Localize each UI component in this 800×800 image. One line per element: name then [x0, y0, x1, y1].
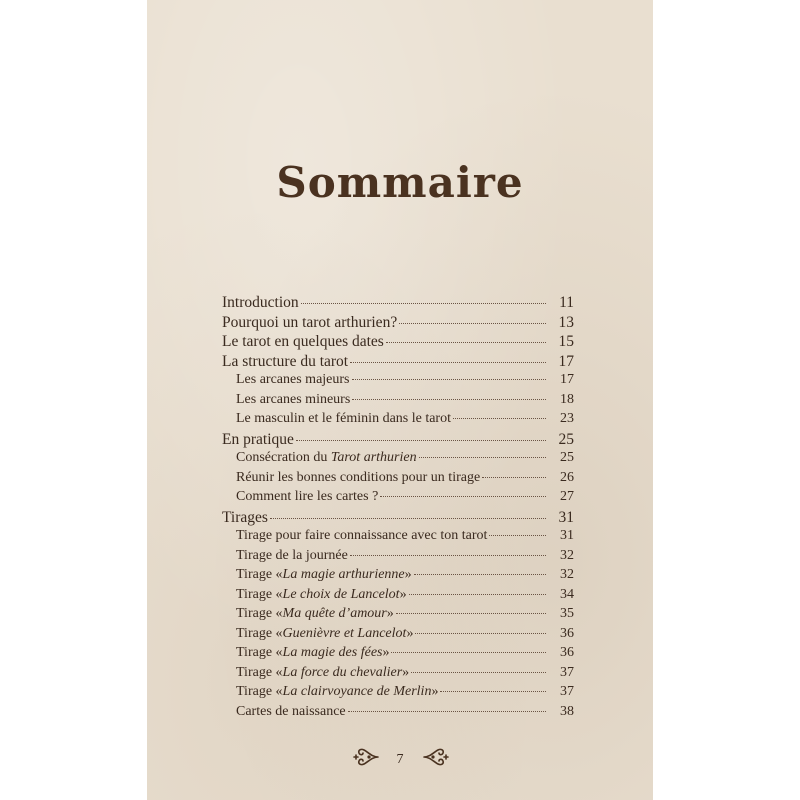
toc-entry: [222, 626, 574, 646]
toc-entry-label: [236, 684, 438, 700]
toc-entry-label-prefix: Tirage «: [236, 625, 283, 641]
toc-entry-label-italic: La clairvoyance de Merlin: [282, 684, 432, 699]
toc-entry-page-number: 27: [560, 489, 574, 504]
toc-entry: [222, 353, 574, 373]
toc-entry-label-suffix: »: [399, 586, 407, 602]
toc-entry: [222, 665, 574, 685]
toc-entry-page-number: 13: [558, 313, 574, 331]
dot-leader: [419, 456, 546, 458]
toc-entry-label-prefix: Tirage «: [236, 645, 283, 660]
toc-entry-page-number: 26: [560, 469, 574, 485]
dot-leader: [482, 476, 546, 478]
toc-entry-label-suffix: »: [406, 625, 414, 641]
toc-entry-label: [236, 567, 412, 583]
dot-leader: [453, 417, 546, 419]
toc-entry: [222, 528, 574, 548]
toc-entry-label-suffix: »: [386, 606, 394, 621]
toc-entry-label-italic: Guenièvre et Lancelot: [282, 625, 407, 641]
dot-leader: [411, 671, 546, 673]
dot-leader: [350, 554, 546, 556]
dot-leader: [440, 690, 546, 692]
toc-entry-page-number: 17: [560, 372, 574, 387]
toc-entry: [222, 294, 574, 314]
toc-entry-page-number: 34: [560, 586, 574, 602]
toc-entry: [222, 392, 574, 412]
toc-entry: [222, 489, 574, 509]
toc-entry-page-number: 25: [558, 430, 574, 448]
toc-entry-label: Tirage pour faire connaissance avec ton tarot: [236, 528, 488, 543]
toc-entry-label: [236, 645, 389, 661]
toc-entry-page-number: 38: [560, 703, 574, 719]
toc-entry-page-number: 36: [560, 625, 574, 641]
page-title: Sommaire: [276, 158, 524, 207]
book-page: [147, 0, 653, 800]
toc-entry-label: Les arcanes majeurs: [236, 372, 350, 387]
toc-entry-label-prefix: Tirage «: [236, 567, 283, 582]
toc-entry-label: [236, 450, 417, 466]
table-of-contents: [222, 294, 574, 723]
toc-entry-label: La structure du tarot: [222, 352, 349, 370]
toc-entry-label-italic: Ma quête d’amour: [282, 606, 387, 621]
toc-entry-page-number: 32: [560, 547, 574, 563]
toc-entry-page-number: 37: [560, 684, 574, 699]
dot-leader: [391, 651, 546, 653]
dot-leader: [301, 302, 546, 304]
toc-entry-label-suffix: »: [382, 645, 390, 660]
dot-leader: [350, 361, 546, 363]
dot-leader: [409, 593, 546, 595]
toc-entry-label: Tirages: [222, 508, 268, 526]
toc-entry: [222, 509, 574, 529]
page-number: 7: [396, 752, 404, 767]
fleuron-right-icon: [422, 746, 450, 768]
toc-entry-page-number: 23: [560, 411, 574, 426]
toc-entry-label-italic: Tarot arthurien: [330, 450, 417, 465]
toc-entry-label: Cartes de naissance: [236, 703, 346, 719]
toc-entry-label: En pratique: [222, 430, 294, 448]
toc-entry-label-suffix: »: [431, 684, 439, 699]
toc-entry: [222, 372, 574, 392]
dot-leader: [270, 517, 546, 519]
toc-entry-page-number: 15: [558, 333, 574, 350]
dot-leader: [489, 534, 546, 536]
dot-leader: [386, 341, 546, 343]
toc-entry-page-number: 31: [560, 528, 574, 543]
toc-entry-label: Le tarot en quelques dates: [222, 333, 384, 350]
toc-entry: [222, 606, 574, 626]
toc-entry-label: [236, 665, 409, 681]
toc-entry-page-number: 18: [560, 391, 574, 407]
toc-entry: [222, 450, 574, 470]
toc-entry-label: Introduction: [222, 294, 299, 311]
toc-entry-page-number: 11: [559, 294, 574, 311]
dot-leader: [352, 398, 546, 400]
toc-entry: [222, 314, 574, 334]
toc-entry-page-number: 32: [560, 567, 574, 582]
toc-entry: [222, 704, 574, 724]
toc-entry-label-italic: La force du chevalier: [282, 664, 403, 680]
toc-entry: [222, 470, 574, 490]
toc-entry-page-number: 36: [560, 645, 574, 660]
toc-entry-label: Pourquoi un tarot arthurien?: [222, 313, 398, 331]
toc-entry: [222, 684, 574, 704]
toc-entry: [222, 431, 574, 451]
toc-entry-label-italic: Le choix de Lancelot: [282, 586, 400, 602]
dot-leader: [380, 495, 546, 497]
dot-leader: [296, 439, 546, 441]
toc-entry-label: Le masculin et le féminin dans le tarot: [236, 411, 451, 426]
toc-entry-label-italic: La magie des fées: [282, 645, 383, 660]
toc-entry: [222, 333, 574, 353]
dot-leader: [396, 612, 546, 614]
toc-entry: [222, 567, 574, 587]
toc-entry-label: [236, 587, 407, 603]
toc-entry-label-prefix: Consécration du: [236, 450, 331, 465]
toc-entry: [222, 587, 574, 607]
dot-leader: [352, 378, 547, 380]
toc-entry-label-prefix: Tirage «: [236, 586, 283, 602]
toc-entry-label: [236, 626, 413, 642]
toc-entry-page-number: 25: [560, 450, 574, 465]
toc-entry-label-prefix: Tirage «: [236, 606, 283, 621]
toc-entry: [222, 548, 574, 568]
dot-leader: [399, 322, 546, 324]
toc-entry: [222, 411, 574, 431]
toc-entry-label: Comment lire les cartes ?: [236, 489, 379, 504]
toc-entry-page-number: 37: [560, 664, 574, 680]
toc-entry-page-number: 17: [558, 352, 574, 370]
toc-entry-label: [236, 606, 394, 622]
toc-entry-page-number: 35: [560, 606, 574, 621]
dot-leader: [415, 632, 546, 634]
toc-entry-label: Réunir les bonnes conditions pour un tirage: [236, 469, 481, 485]
toc-entry-page-number: 31: [558, 508, 574, 526]
toc-entry-label-suffix: »: [404, 567, 412, 582]
toc-entry-label-italic: La magie arthurienne: [282, 567, 405, 582]
dot-leader: [348, 710, 546, 712]
toc-entry-label-suffix: »: [402, 664, 410, 680]
toc-entry-label-prefix: Tirage «: [236, 664, 283, 680]
toc-entry-label-prefix: Tirage «: [236, 684, 283, 699]
dot-leader: [414, 573, 546, 575]
toc-entry-label: Les arcanes mineurs: [236, 391, 351, 407]
toc-entry-label: Tirage de la journée: [236, 547, 348, 563]
toc-entry: [222, 645, 574, 665]
